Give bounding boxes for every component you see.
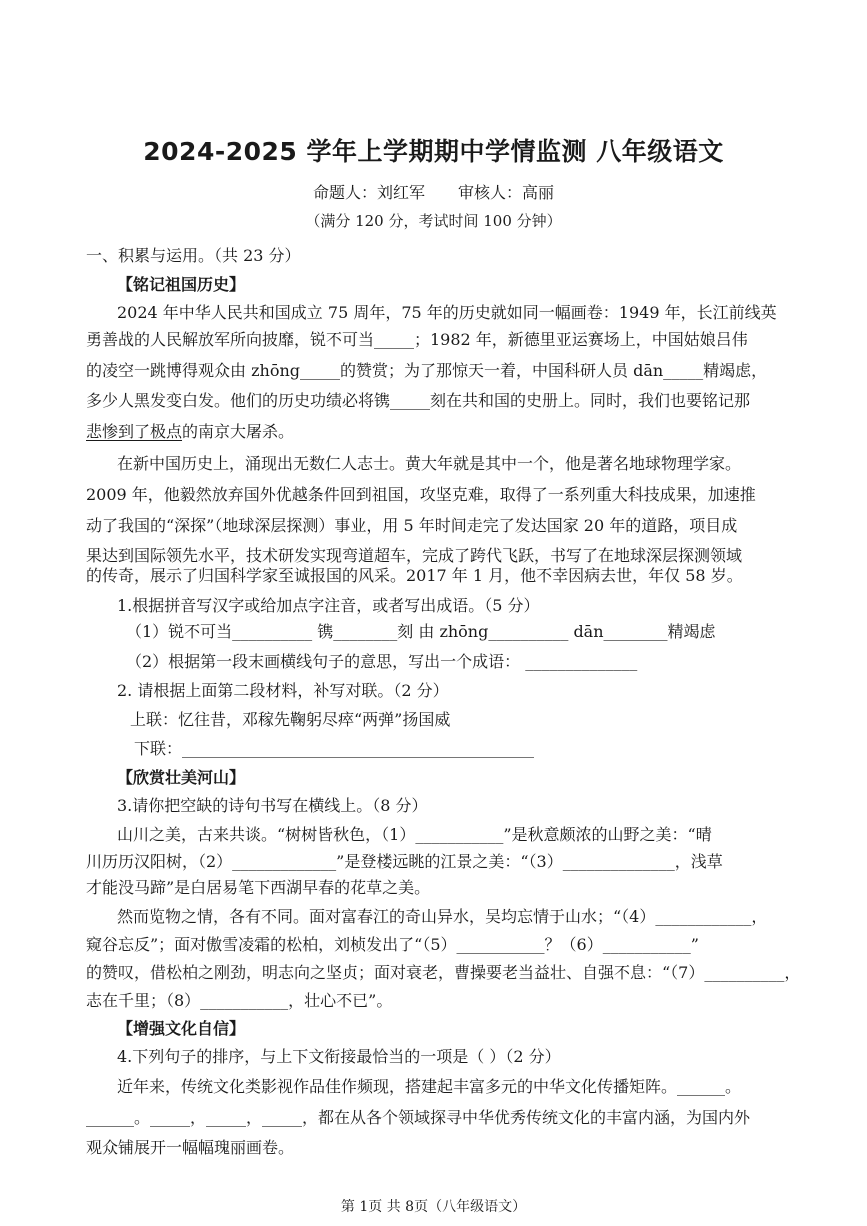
paragraph-line: 2024 年中华人民共和国成立 75 周年，75 年的历史就如同一幅画卷：1949 年，长江前线英 — [117, 303, 777, 322]
poem-line: 的赞叹，借松柏之刚劲，明志向之坚贞；面对衰老，曹操要老当益壮、自强不息：“（7）__________， — [86, 963, 801, 982]
setter-label: 命题人：刘红军 — [312, 183, 425, 202]
section-heading: 一、积累与运用。（共 23 分） — [86, 246, 301, 265]
subsection-heading: 【欣赏壮美河山】 — [117, 768, 246, 787]
authors-line — [0, 180, 867, 203]
subsection-heading: 【增强文化自信】 — [117, 1019, 246, 1038]
question-2: 2. 请根据上面第二段材料，补写对联。（2 分） — [117, 681, 449, 700]
poem-line: 山川之美，古来共谈。“树树皆秋色，（1）___________”是秋意颇浓的山野之美：“晴 — [117, 825, 712, 844]
paragraph-line: 在新中国历史上，涌现出无数仁人志士。黄大年就是其中一个，他是著名地球物理学家。 — [117, 454, 742, 473]
couplet-lower: 下联：____________________________________________ — [134, 739, 535, 758]
question-4: 4.下列句子的排序，与上下文衔接最恰当的一项是（ ）（2 分） — [117, 1047, 561, 1066]
paragraph-line: 多少人黑发变白发。他们的历史功绩必将镌_____刻在共和国的史册上。同时，我们也要铭记那 — [86, 391, 751, 410]
exam-note: （满分 120 分，考试时间 100 分钟） — [305, 212, 562, 230]
paragraph-line: 动了我国的“深探”（地球深层探测）事业，用 5 年时间走完了发达国家 20 年的道路，项目成 — [86, 516, 738, 535]
poem-line: 窥谷忘反”；面对傲雪凌霜的松柏，刘桢发出了“（5）___________？（6）___________” — [86, 935, 699, 954]
poem-line: 志在千里；（8）___________，壮心不已”。 — [86, 991, 393, 1010]
page-title: 2024-2025 学年上学期期中学情监测 八年级语文 — [143, 137, 724, 166]
poem-line: 川历历汉阳树，（2）_____________”是登楼远眺的江景之美：“（3）______________，浅草 — [86, 852, 723, 871]
reviewer-label: 审核人：高丽 — [458, 183, 555, 202]
subsection-heading: 【铭记祖国历史】 — [117, 275, 246, 294]
paragraph-line: 勇善战的人民解放军所向披靡，锐不可当_____；1982 年，新德里亚运赛场上，中国姑娘吕伟 — [86, 330, 748, 349]
paragraph-line — [86, 422, 294, 442]
paragraph-line: 果达到国际领先水平，技术研发实现弯道超车，完成了跨代飞跃，书写了在地球深层探测领域 — [86, 546, 743, 565]
poem-line: 然而览物之情，各有不同。面对富春江的奇山异水，吴均忘情于山水；“（4）____________， — [117, 907, 768, 926]
paragraph-line: 的传奇，展示了归国科学家至诚报国的风采。2017 年 1 月，他不幸因病去世，年仅 58 岁。 — [86, 566, 743, 585]
paragraph-line: 2009 年，他毅然放弃国外优越条件回到祖国，攻坚克难，取得了一系列重大科技成果，加速推 — [86, 485, 756, 504]
question-3: 3.请你把空缺的诗句书写在横线上。（8 分） — [117, 796, 428, 815]
paragraph-line: ______。_____，_____，_____，都在从各个领域探寻中华优秀传统文化的丰富内涵，为国内外 — [86, 1108, 751, 1127]
paragraph-line: 的凌空一跳博得观众由 zhōng_____的赞赏；为了那惊天一着，中国科研人员 dān_____精竭虑， — [86, 361, 768, 380]
poem-line: 才能没马蹄”是白居易笔下西湖早春的花草之美。 — [86, 878, 431, 897]
paragraph-fragment: 的南京大屠杀。 — [182, 422, 295, 441]
underlined-phrase: 悲惨到了极点 — [86, 422, 183, 441]
couplet-upper: 上联：忆往昔，邓稼先鞠躬尽瘁“两弹”扬国威 — [130, 710, 451, 729]
question-1-blanks: （1）锐不可当__________ 镌________刻 由 zhōng__________ dān________精竭虑 — [126, 622, 716, 641]
page-footer: 第 1页 共 8页（八年级语文） — [340, 1199, 527, 1215]
paragraph-line: 近年来，传统文化类影视作品佳作频现，搭建起丰富多元的中华文化传播矩阵。______。 — [117, 1077, 742, 1096]
paragraph-line: 观众铺展开一幅幅瑰丽画卷。 — [86, 1138, 295, 1157]
question-1-part-2: （2）根据第一段末画横线句子的意思，写出一个成语： ______________ — [126, 652, 638, 671]
question-1: 1.根据拼音写汉字或给加点字注音，或者写出成语。（5 分） — [117, 596, 540, 615]
